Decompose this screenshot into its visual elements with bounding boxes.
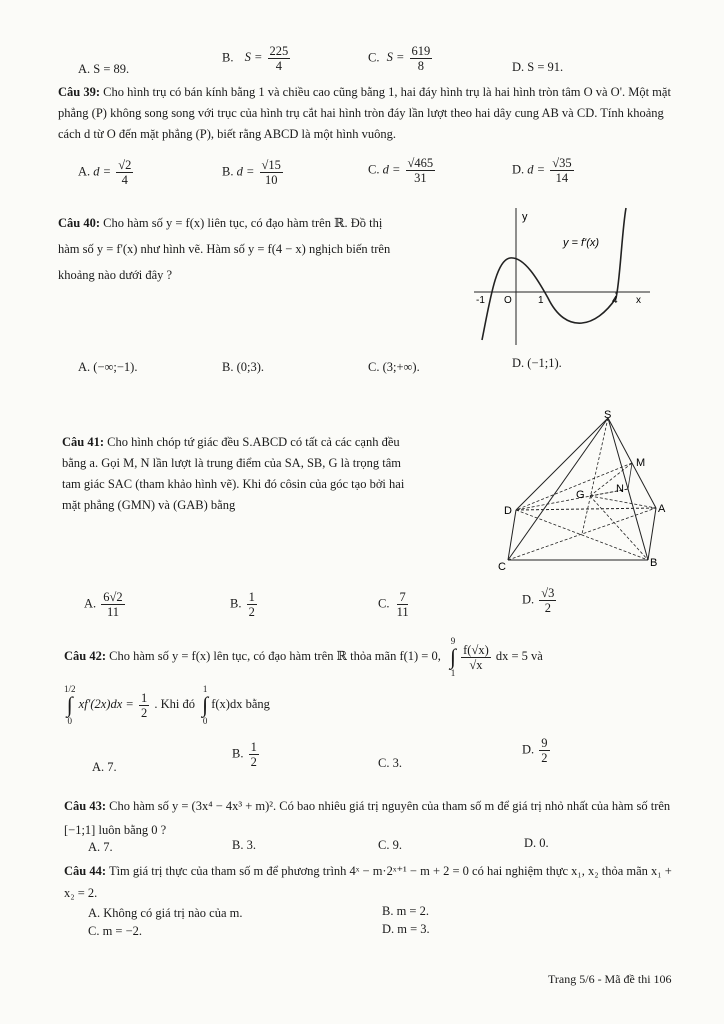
q38-option-b — [222, 44, 292, 73]
q41-d-num: √3 — [541, 586, 555, 600]
origin-label: O — [504, 295, 512, 306]
q42-line1 — [64, 636, 543, 678]
q41-a-num: 6√2 — [103, 590, 123, 604]
q41-c-num: 7 — [399, 590, 406, 604]
q39-option-a — [78, 158, 135, 187]
edge-DA — [516, 508, 656, 510]
q44-label: Câu 44: — [64, 864, 107, 878]
q39-b-den: 10 — [264, 173, 278, 187]
q38-option-a: A. S = 89. — [78, 62, 130, 76]
q43-option-b: B. 3. — [232, 838, 256, 852]
q43-text: Cho hàm số y = (3x⁴ − 4x³ + m)². Có bao nhiêu giá trị nguyên của tham số m để giá trị nhỏ nhất của hàm số trên [−1;1] luôn bằng 0 ? — [64, 799, 671, 837]
q42-d-label: D. — [522, 742, 535, 757]
q42-line2 — [64, 684, 270, 726]
q42-int3-body: f(x)dx bằng — [211, 696, 270, 711]
q40-option-c: C. (3;+∞). — [368, 360, 420, 374]
point-G: G — [576, 489, 585, 501]
q41-text: Cho hình chóp tứ giác đều S.ABCD có tất cả các cạnh đều bằng a. Gọi M, N lần lượt là trung điểm của SA, SB, G là trọng tâm tam giác SAC (tham khảo hình vẽ). Khi đó côsin của góc tạo bởi hai mặt phẳng (GMN) và (GAB) bằng — [62, 435, 405, 512]
q42-option-d — [522, 736, 552, 765]
q42-option-a: A. 7. — [92, 760, 117, 774]
q44-option-d: D. m = 3. — [382, 922, 430, 936]
q43-stem — [64, 794, 676, 842]
point-C: C — [498, 561, 506, 573]
q41-b-num: 1 — [248, 590, 255, 604]
q39-c-num: √465 — [407, 156, 434, 170]
q38-c-den: 8 — [417, 59, 425, 73]
point-B: B — [650, 557, 658, 569]
q42-integral-2: 1/2 ∫ 0 — [64, 684, 76, 726]
q42-b-label: B. — [232, 746, 244, 761]
q38-c-label: C. — [368, 50, 380, 65]
q40-option-b: B. (0;3). — [222, 360, 265, 374]
q44-option-b: B. m = 2. — [382, 904, 429, 918]
q41-option-a — [84, 590, 127, 619]
q38-c-num: 619 — [411, 44, 431, 58]
q43-label: Câu 43: — [64, 799, 107, 813]
q42-b-num: 1 — [250, 740, 257, 754]
q44-stem — [64, 860, 676, 904]
q38-b-var: S = — [244, 50, 263, 65]
q42-int1-num: f(√x) — [463, 642, 489, 657]
seg-MD — [516, 463, 632, 510]
edge-DC — [508, 510, 516, 560]
q39-c-var: d = — [382, 162, 401, 177]
q39-a-den: 4 — [121, 173, 128, 187]
q42-int1-lower: 1 — [450, 668, 456, 678]
q41-b-label: B. — [230, 596, 242, 611]
q42-int3-upper: 1 — [202, 684, 208, 694]
q42-int1-upper: 9 — [450, 636, 456, 646]
q39-a-var: d = — [93, 164, 112, 179]
q42-int2-body: xf'(2x)dx = — [78, 696, 134, 711]
q39-d-label: D. — [512, 162, 525, 177]
q44-option-a: A. Không có giá trị nào của m. — [88, 906, 243, 920]
q41-b-den: 2 — [248, 605, 255, 619]
q39-d-den: 14 — [555, 171, 569, 185]
q39-b-var: d = — [236, 164, 255, 179]
edge-SD — [516, 418, 608, 510]
q41-option-d — [522, 586, 558, 615]
q38-option-c — [368, 44, 434, 73]
q42-line2-mid: . Khi đó — [154, 696, 195, 711]
q39-option-c — [368, 156, 437, 185]
q42-option-c: C. 3. — [378, 756, 402, 770]
q42-integral-3: 1 ∫ 0 — [202, 684, 209, 726]
q39-option-d — [512, 156, 576, 185]
q39-stem — [58, 82, 678, 145]
q41-label: Câu 41: — [62, 435, 105, 449]
q40-option-d: D. (−1;1). — [512, 356, 562, 370]
q39-b-label: B. — [222, 164, 234, 179]
q41-pyramid-figure — [496, 408, 676, 573]
q42-text-1: Cho hàm số y = f(x) lên tục, có đạo hàm trên ℝ thỏa mãn f(1) = 0, — [109, 648, 441, 663]
q42-int2-upper: 1/2 — [64, 684, 76, 694]
y-axis-label: y — [522, 211, 528, 223]
q42-int3-lower: 0 — [202, 716, 208, 726]
q41-a-den: 11 — [106, 605, 119, 619]
q41-option-c — [378, 590, 413, 619]
q39-d-num: √35 — [552, 156, 572, 170]
q40-option-a: A. (−∞;−1). — [78, 360, 138, 374]
q39-b-num: √15 — [261, 158, 281, 172]
q40-text: Cho hàm số y = f(x) liên tục, có đạo hàm trên ℝ. Đồ thị hàm số y = f'(x) như hình vẽ. Hàm số y = f(4 − x) nghịch biến trên khoảng nào dưới đây ? — [58, 216, 391, 282]
q38-option-d: D. S = 91. — [512, 60, 564, 74]
q40-graph — [468, 200, 668, 350]
f-prime-curve — [482, 208, 626, 340]
q38-b-num: 225 — [269, 44, 289, 58]
tick-label-4: 4 — [612, 295, 618, 306]
page-footer: Trang 5/6 - Mã đề thi 106 — [548, 972, 672, 986]
q41-stem — [62, 432, 422, 516]
q43-option-a: A. 7. — [88, 840, 113, 854]
point-N: N — [616, 483, 624, 495]
point-M: M — [636, 457, 646, 469]
q38-c-var: S = — [386, 50, 405, 65]
q40-stem — [58, 210, 398, 288]
q39-a-num: √2 — [118, 158, 132, 172]
q39-c-label: C. — [368, 162, 380, 177]
q44-text: Tìm giá trị thực của tham số m để phương trình 4ˣ − m·2ˣ⁺¹ − m + 2 = 0 có hai nghiệm thực x₁, x₂ thỏa mãn x₁ + x₂ = 2. — [64, 864, 672, 900]
q42-integral-1: 9 ∫ 1 — [449, 636, 457, 678]
q41-d-label: D. — [522, 592, 535, 607]
q42-b-den: 2 — [250, 755, 257, 769]
height-SO — [582, 418, 608, 534]
q42-int2-num: 1 — [140, 690, 148, 705]
q41-c-label: C. — [378, 596, 390, 611]
point-A: A — [658, 503, 666, 515]
q42-int1-tail: dx = 5 và — [495, 648, 543, 663]
point-S: S — [604, 409, 612, 421]
edge-AB — [648, 508, 656, 560]
q40-label: Câu 40: — [58, 216, 101, 230]
q43-option-d: D. 0. — [524, 836, 549, 850]
q44-option-c: C. m = −2. — [88, 924, 143, 938]
seg-GA — [590, 496, 656, 508]
q39-c-den: 31 — [414, 171, 427, 185]
point-D: D — [504, 505, 512, 517]
tick-label-minus1: -1 — [476, 295, 485, 306]
q41-d-den: 2 — [544, 601, 551, 615]
q39-option-b — [222, 158, 285, 187]
q43-option-c: C. 9. — [378, 838, 402, 852]
q42-label: Câu 42: — [64, 648, 107, 663]
q41-a-label: A. — [84, 596, 97, 611]
seg-MN — [628, 463, 632, 489]
q41-option-b — [230, 590, 259, 619]
q42-option-b — [232, 740, 261, 769]
q39-d-var: d = — [527, 162, 546, 177]
x-axis-label: x — [636, 295, 641, 306]
q42-int2-den: 2 — [140, 705, 148, 720]
curve-label: y = f'(x) — [563, 237, 600, 249]
tick-label-1: 1 — [538, 295, 544, 306]
q39-label: Câu 39: — [58, 85, 101, 99]
q38-b-den: 4 — [275, 59, 283, 73]
q42-int1-den: √x — [469, 657, 483, 672]
q41-c-den: 11 — [396, 605, 409, 619]
edge-SC — [508, 418, 608, 560]
q42-int2-lower: 0 — [67, 716, 72, 726]
q39-a-label: A. — [78, 164, 91, 179]
q42-d-den: 2 — [541, 751, 548, 765]
q39-text: Cho hình trụ có bán kính bằng 1 và chiều cao cũng bằng 1, hai đáy hình trụ là hai hình tròn tâm O và O'. Một mặt phẳng (P) không song song với trục của hình trụ cắt hai hình tròn đáy lần lượt theo hai dây cung AB và CD. Tính khoảng cách d từ O đến mặt phẳng (P), biết rằng ABCD là một hình vuông. — [58, 85, 671, 141]
q38-b-label: B. — [222, 50, 234, 65]
q42-d-num: 9 — [541, 736, 548, 750]
